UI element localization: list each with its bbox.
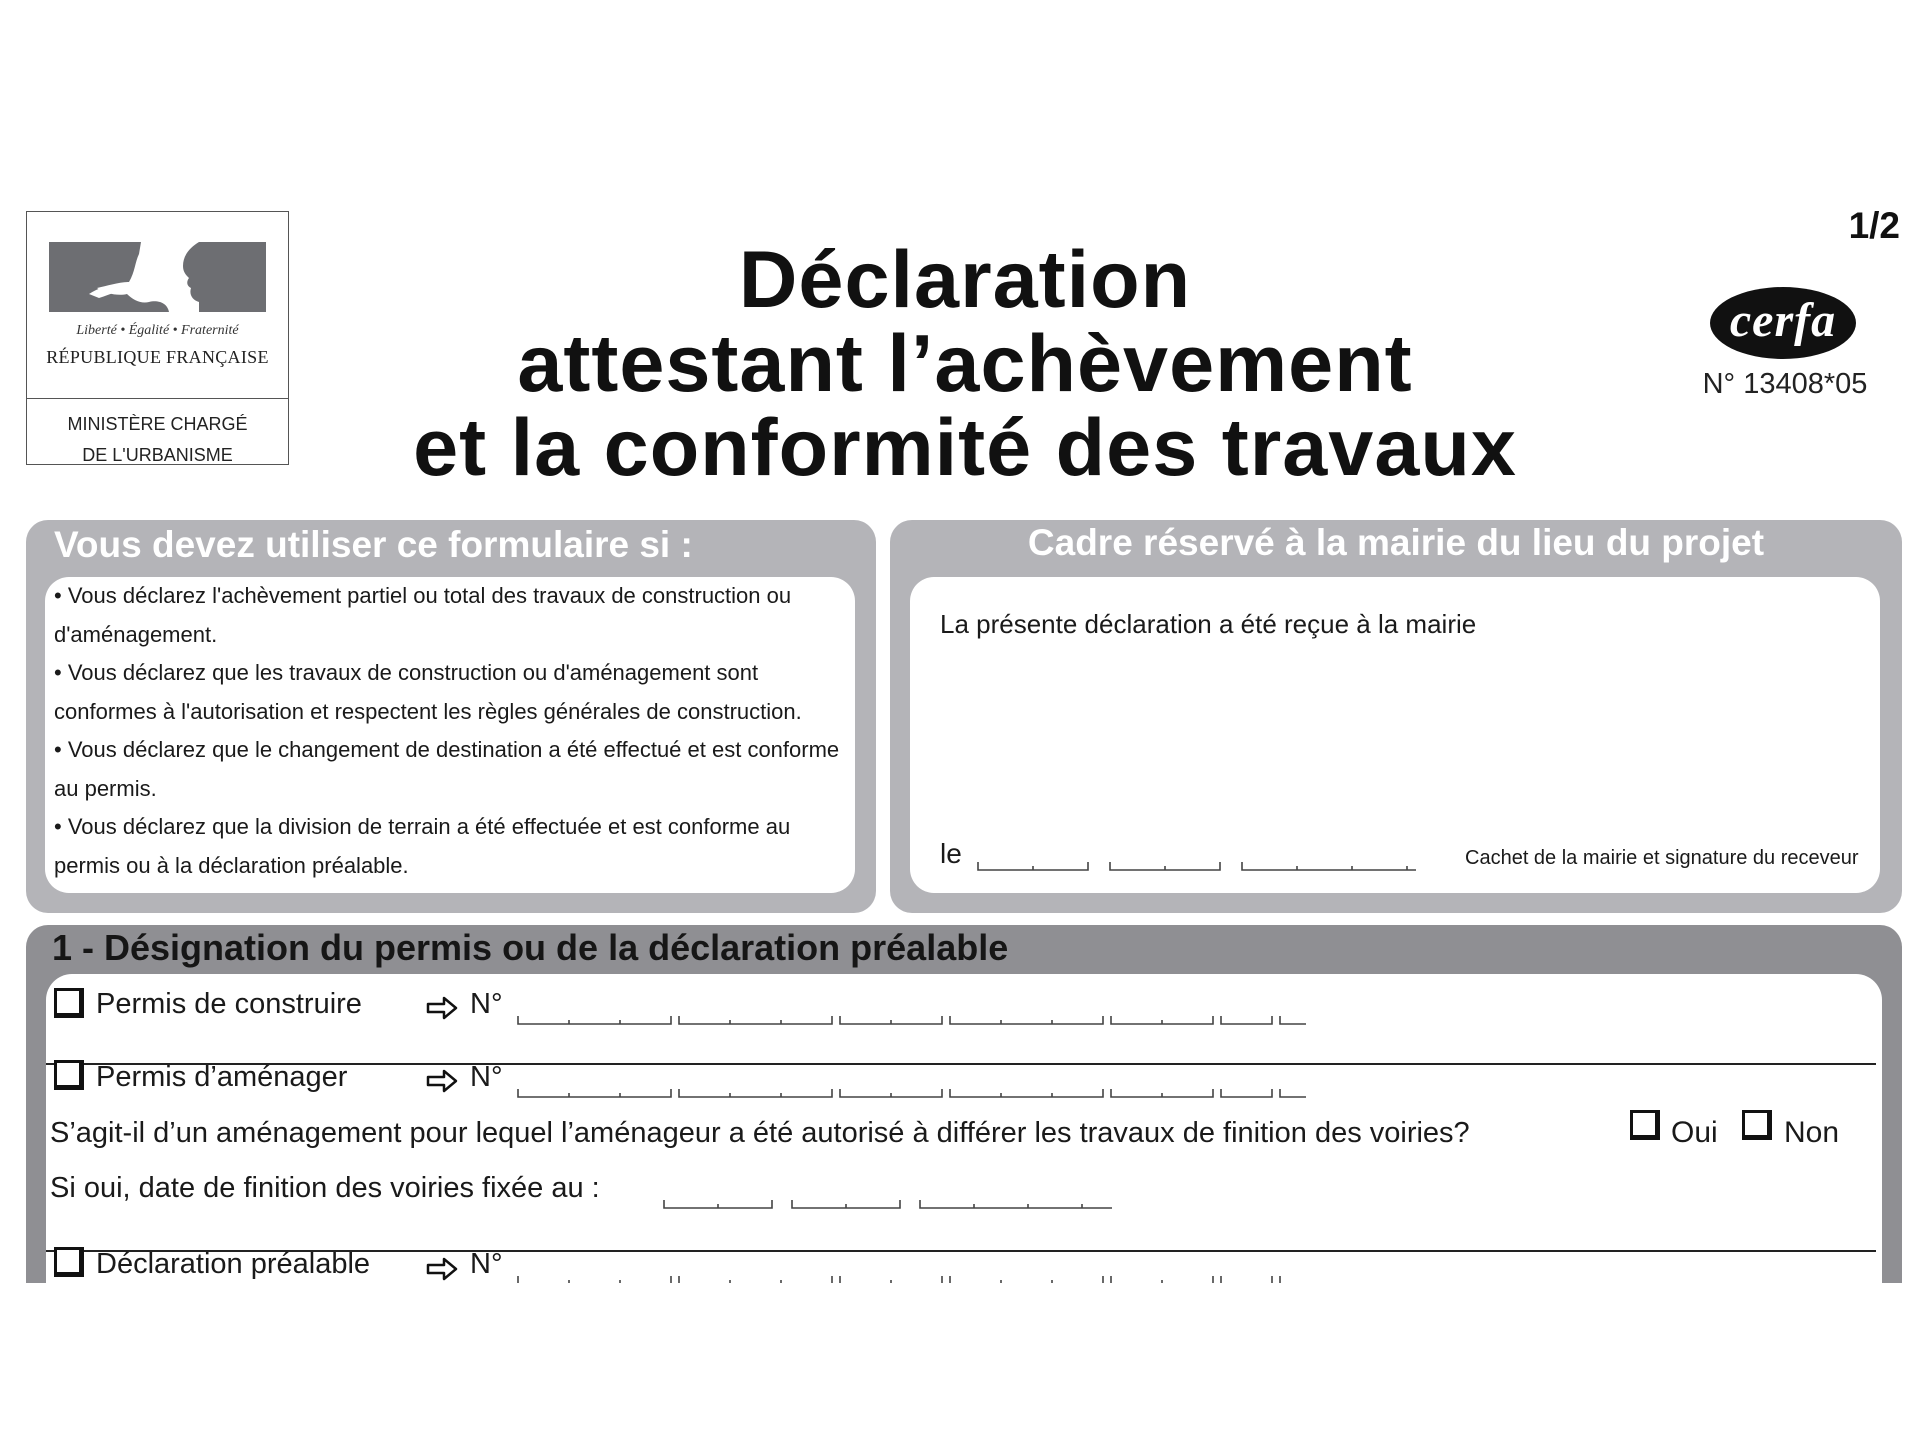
oui-label: Oui: [1671, 1116, 1718, 1149]
digit-box-group: [1110, 862, 1220, 870]
digit-box-group: [840, 1089, 942, 1097]
usage-conditions-list: [54, 577, 844, 885]
digit-box-group: [840, 1016, 942, 1024]
republic-motto: Liberté • Égalité • Fraternité: [76, 323, 239, 338]
permis-amenager-label: Permis d’aménager: [96, 1061, 348, 1093]
arrow-right-icon: [426, 1257, 458, 1281]
permis-amenager-number-field[interactable]: [516, 1077, 1306, 1099]
digit-box-group: [679, 1016, 832, 1024]
digit-box-group: [1280, 1016, 1306, 1024]
permis-construire-number-field[interactable]: [516, 1004, 1306, 1026]
digit-box-group: [1111, 1089, 1213, 1097]
cerfa-logo-icon: [1710, 287, 1856, 359]
mairie-heading: Cadre réservé à la mairie du lieu du projet: [1027, 522, 1765, 563]
cerfa-logo-text: cerfa: [1729, 293, 1837, 347]
digit-box-group: [1111, 1016, 1213, 1024]
permis-amenager-number-label: N°: [470, 1061, 503, 1093]
digit-box-group: [920, 1200, 1112, 1208]
digit-box-group: [679, 1089, 832, 1097]
title-line: Déclaration: [738, 235, 1192, 325]
permis-construire-label: Permis de construire: [96, 988, 362, 1020]
page-title: [360, 235, 1570, 493]
declaration-prealable-label: Déclaration préalable: [96, 1248, 371, 1280]
permis-amenager-checkbox[interactable]: [54, 1060, 84, 1090]
date-finition-label: Si oui, date de finition des voiries fixée au :: [50, 1172, 600, 1204]
cerfa-number: N° 13408*05: [1702, 368, 1868, 400]
logo-divider: [27, 398, 288, 399]
date-label: le: [940, 838, 962, 869]
reception-date-field[interactable]: [976, 848, 1416, 872]
arrow-right-icon: [426, 1069, 458, 1093]
marianne-logo-icon: [49, 242, 266, 312]
digit-box-group: [978, 862, 1088, 870]
republique-logo-block: [26, 211, 289, 465]
usage-condition-item: • Vous déclarez l'achèvement partiel ou total des travaux de construction ou d'aménagement.: [54, 583, 792, 647]
ministry-line: DE L'URBANISME: [82, 445, 233, 465]
permis-construire-checkbox[interactable]: [54, 988, 84, 1018]
non-checkbox[interactable]: [1742, 1110, 1772, 1140]
digit-box-group: [792, 1200, 900, 1208]
declaration-prealable-checkbox[interactable]: [54, 1247, 84, 1277]
permis-construire-number-label: N°: [470, 988, 503, 1020]
digit-box-group: [664, 1200, 772, 1208]
mairie-reserved-panel: [890, 520, 1902, 913]
digit-box-group: [518, 1016, 671, 1024]
received-text: La présente déclaration a été reçue à la mairie: [940, 609, 1477, 639]
digit-box-group: [518, 1089, 671, 1097]
usage-condition-item: • Vous déclarez que les travaux de construction ou d'aménagement sont conformes à l'autorisation et respectent les règles générales de construction.: [54, 660, 802, 724]
usage-heading: Vous devez utiliser ce formulaire si :: [54, 524, 693, 565]
usage-condition-item: • Vous déclarez que la division de terrain a été effectuée et est conforme au permis ou à la déclaration préalable.: [54, 814, 791, 878]
ministry-line: MINISTÈRE CHARGÉ: [67, 414, 248, 434]
digit-box-group: [1221, 1016, 1272, 1024]
digit-box-group: [1242, 862, 1416, 870]
page-cut: [0, 1283, 1920, 1440]
voiries-question: S’agit-il d’un aménagement pour lequel l’aménageur a été autorisé à différer les travaux de finition des voiries?: [50, 1117, 1470, 1149]
title-line: attestant l’achèvement: [517, 319, 1413, 409]
usage-conditions-panel: [26, 520, 876, 913]
section1-heading: 1 - Désignation du permis ou de la déclaration préalable: [52, 927, 1009, 968]
digit-box-group: [1221, 1089, 1272, 1097]
ministry-name: [27, 409, 288, 471]
title-line: et la conformité des travaux: [413, 403, 1517, 493]
digit-box-group: [950, 1016, 1103, 1024]
declaration-prealable-number-label: N°: [470, 1248, 503, 1280]
oui-checkbox[interactable]: [1630, 1110, 1660, 1140]
non-label: Non: [1784, 1116, 1840, 1149]
date-finition-field[interactable]: [662, 1188, 1112, 1210]
mairie-reserved-box: [910, 577, 1880, 893]
usage-conditions-box: [45, 577, 855, 893]
republic-name: RÉPUBLIQUE FRANÇAISE: [46, 347, 269, 367]
stamp-signature-label: Cachet de la mairie et signature du receveur: [1465, 847, 1859, 869]
usage-condition-item: • Vous déclarez que le changement de destination a été effectué et est conforme au permis.: [54, 737, 840, 801]
page-number: 1/2: [1848, 205, 1900, 246]
digit-box-group: [950, 1089, 1103, 1097]
arrow-right-icon: [426, 996, 458, 1020]
digit-box-group: [1280, 1089, 1306, 1097]
